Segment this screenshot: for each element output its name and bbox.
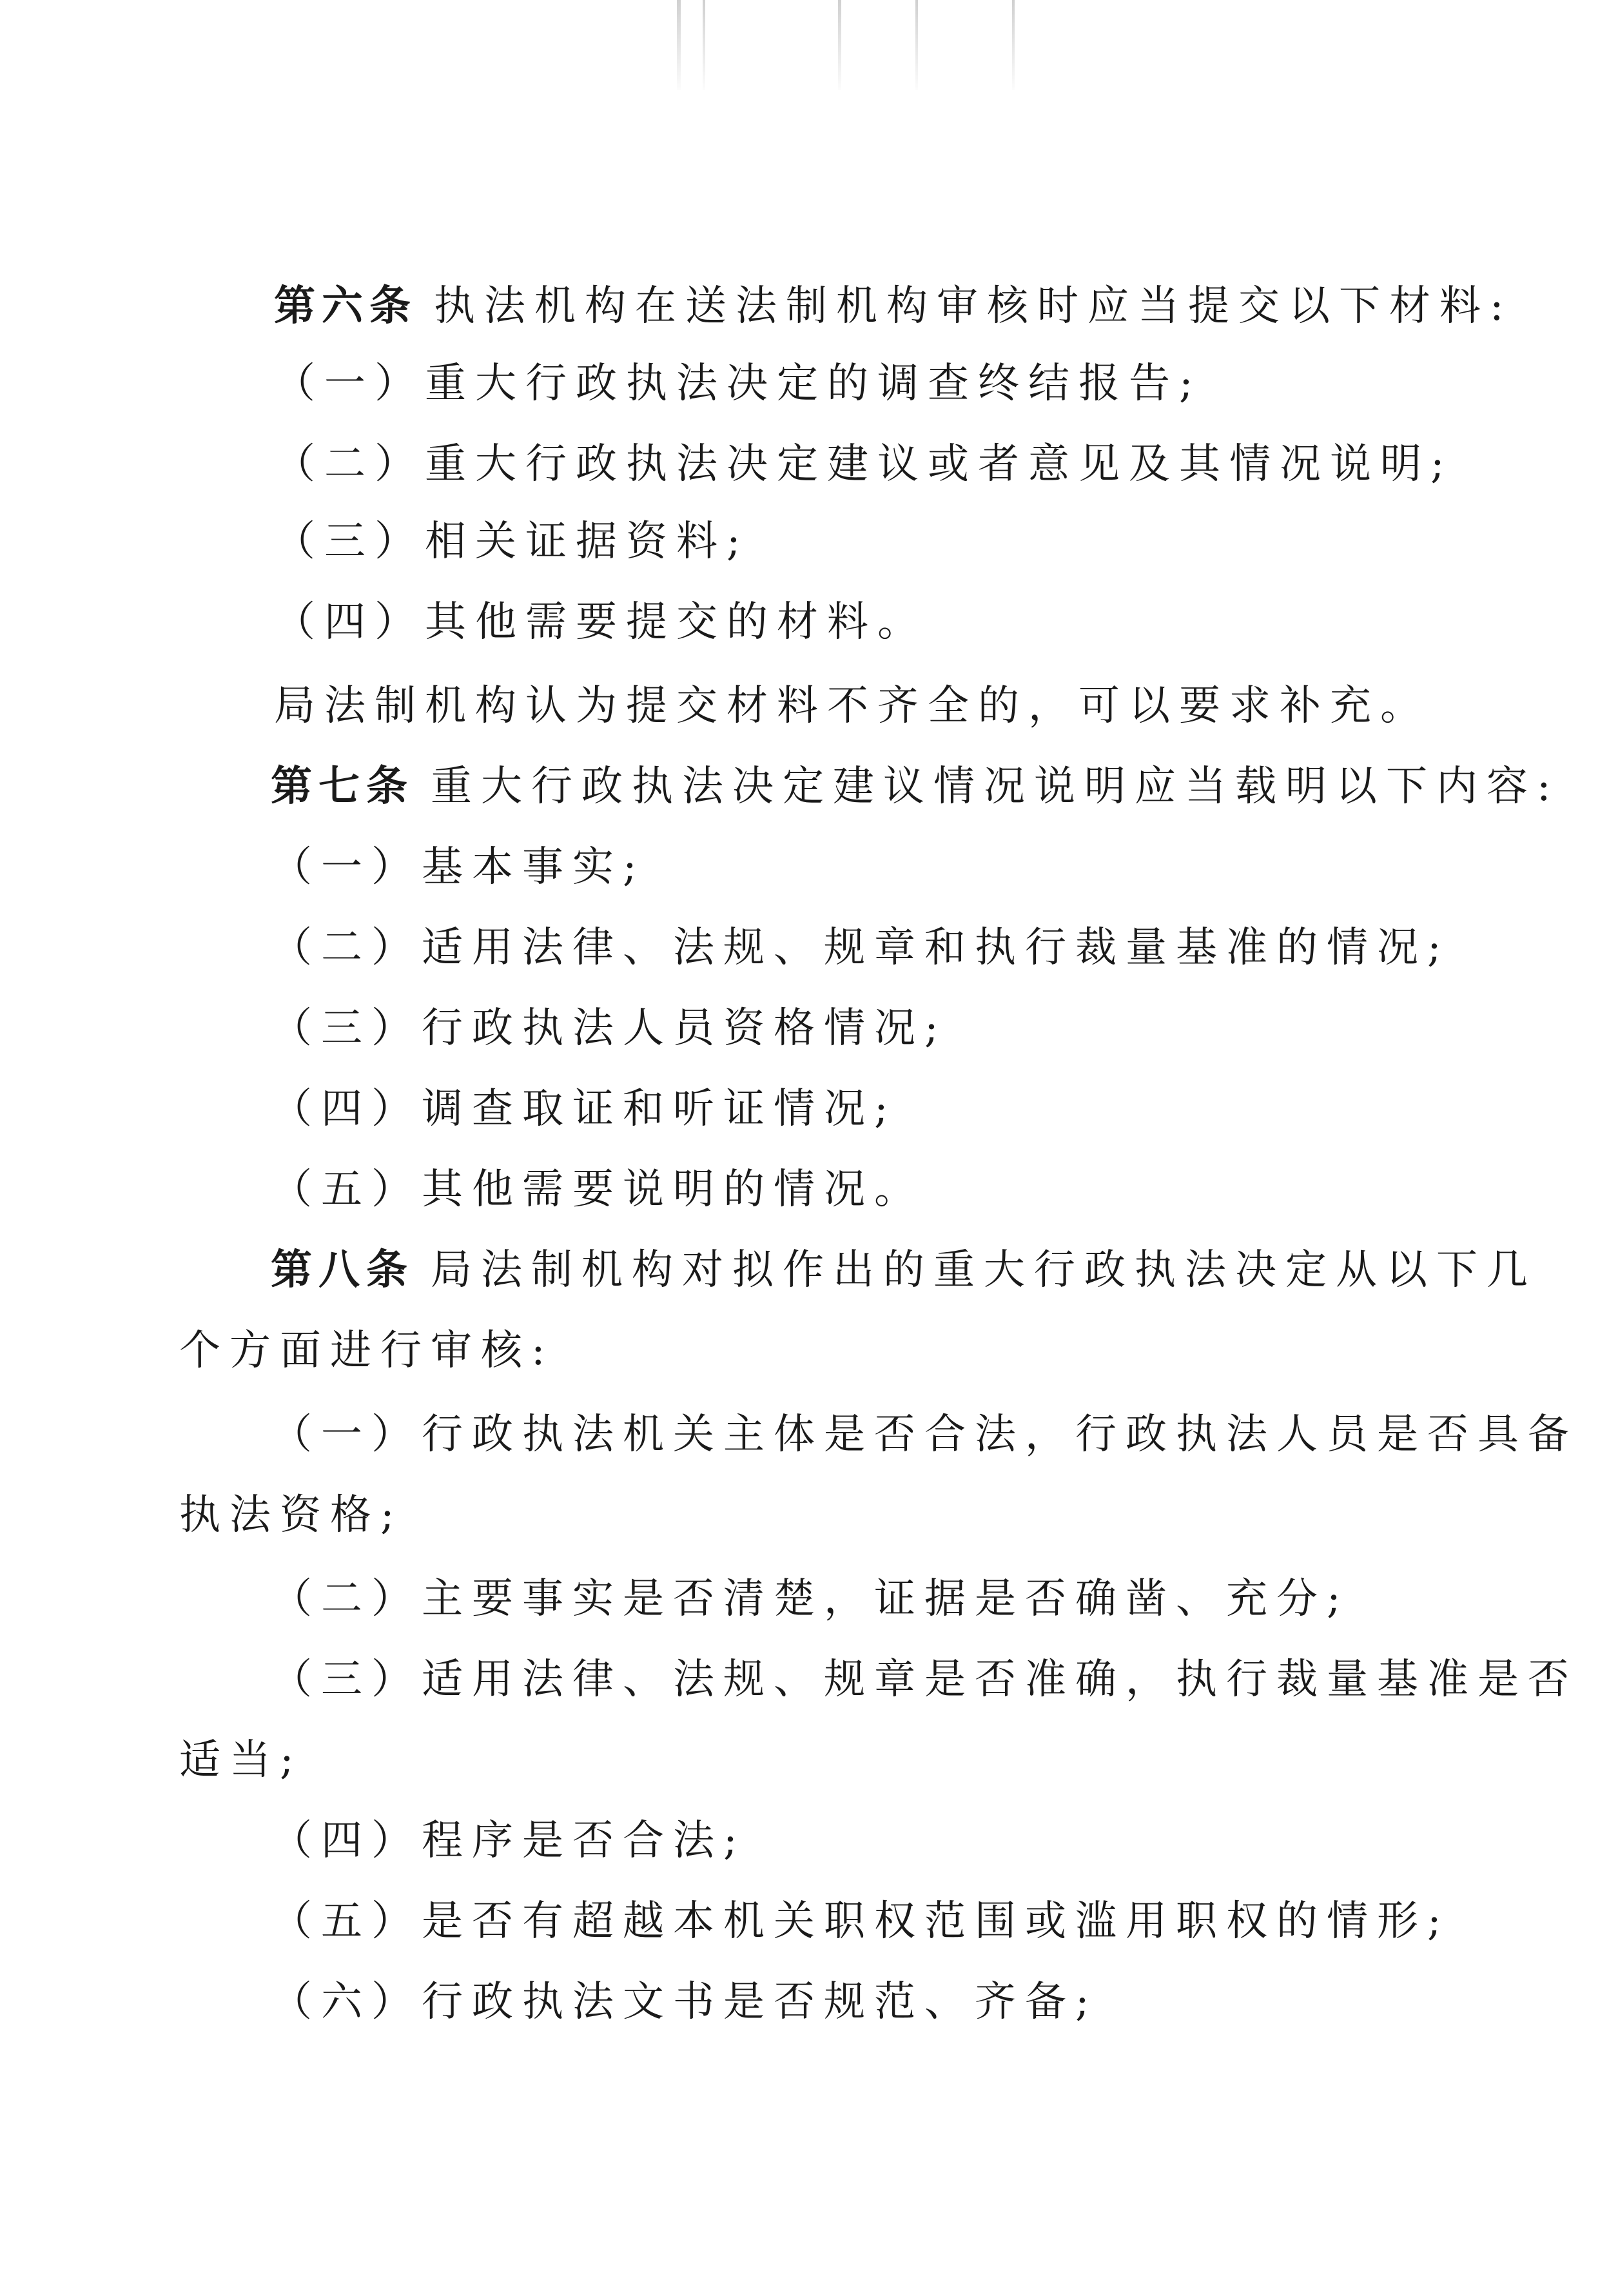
article-6-item-3: （三）相关证据资料; — [274, 518, 750, 565]
article-8-item-1-line-1: （一）行政执法机关主体是否合法，行政执法人员是否具备 — [271, 1411, 1578, 1458]
article-7-text: 重大行政执法决定建议情况说明应当载明以下内容: — [431, 763, 1560, 810]
article-7-item-4: （四）调查取证和听证情况; — [271, 1085, 897, 1133]
article-6-label: 第六条 — [274, 282, 417, 330]
article-7-item-1: （一）基本事实; — [271, 843, 646, 891]
article-8-item-3-line-2: 适当; — [179, 1736, 303, 1784]
article-6-item-1: （一）重大行政执法决定的调查终结报告; — [274, 360, 1202, 407]
article-6-item-4: （四）其他需要提交的材料。 — [274, 598, 928, 646]
article-8-label: 第八条 — [271, 1246, 414, 1294]
article-8-item-1-line-2: 执法资格; — [179, 1491, 404, 1539]
article-7-item-5: （五）其他需要说明的情况。 — [271, 1166, 924, 1213]
article-8-item-2: （二）主要事实是否清楚，证据是否确凿、充分; — [271, 1575, 1350, 1623]
article-8-item-4: （四）程序是否合法; — [271, 1817, 746, 1865]
article-6-heading — [274, 280, 1513, 332]
article-7-heading — [271, 761, 1560, 812]
article-7-item-3: （三）行政执法人员资格情况; — [271, 1005, 948, 1052]
article-7-item-2: （二）适用法律、法规、规章和执行裁量基准的情况; — [271, 924, 1450, 972]
article-8-item-6: （六）行政执法文书是否规范、齐备; — [271, 1978, 1098, 2026]
article-8-text-line-1: 局法制机构对拟作出的重大行政执法决定从以下几 — [431, 1246, 1537, 1294]
article-8-text-line-2: 个方面进行审核: — [179, 1327, 554, 1375]
article-8-heading — [271, 1244, 1537, 1296]
article-6-note: 局法制机构认为提交材料不齐全的，可以要求补充。 — [274, 682, 1430, 730]
article-8-item-5: （五）是否有超越本机关职权范围或滥用职权的情形; — [271, 1898, 1450, 1945]
article-8-item-3-line-1: （三）适用法律、法规、规章是否准确，执行裁量基准是否 — [271, 1656, 1578, 1703]
article-6-item-2: （二）重大行政执法决定建议或者意见及其情况说明; — [274, 440, 1454, 488]
article-7-label: 第七条 — [271, 763, 414, 810]
article-6-text: 执法机构在送法制机构审核时应当提交以下材料: — [434, 282, 1513, 330]
